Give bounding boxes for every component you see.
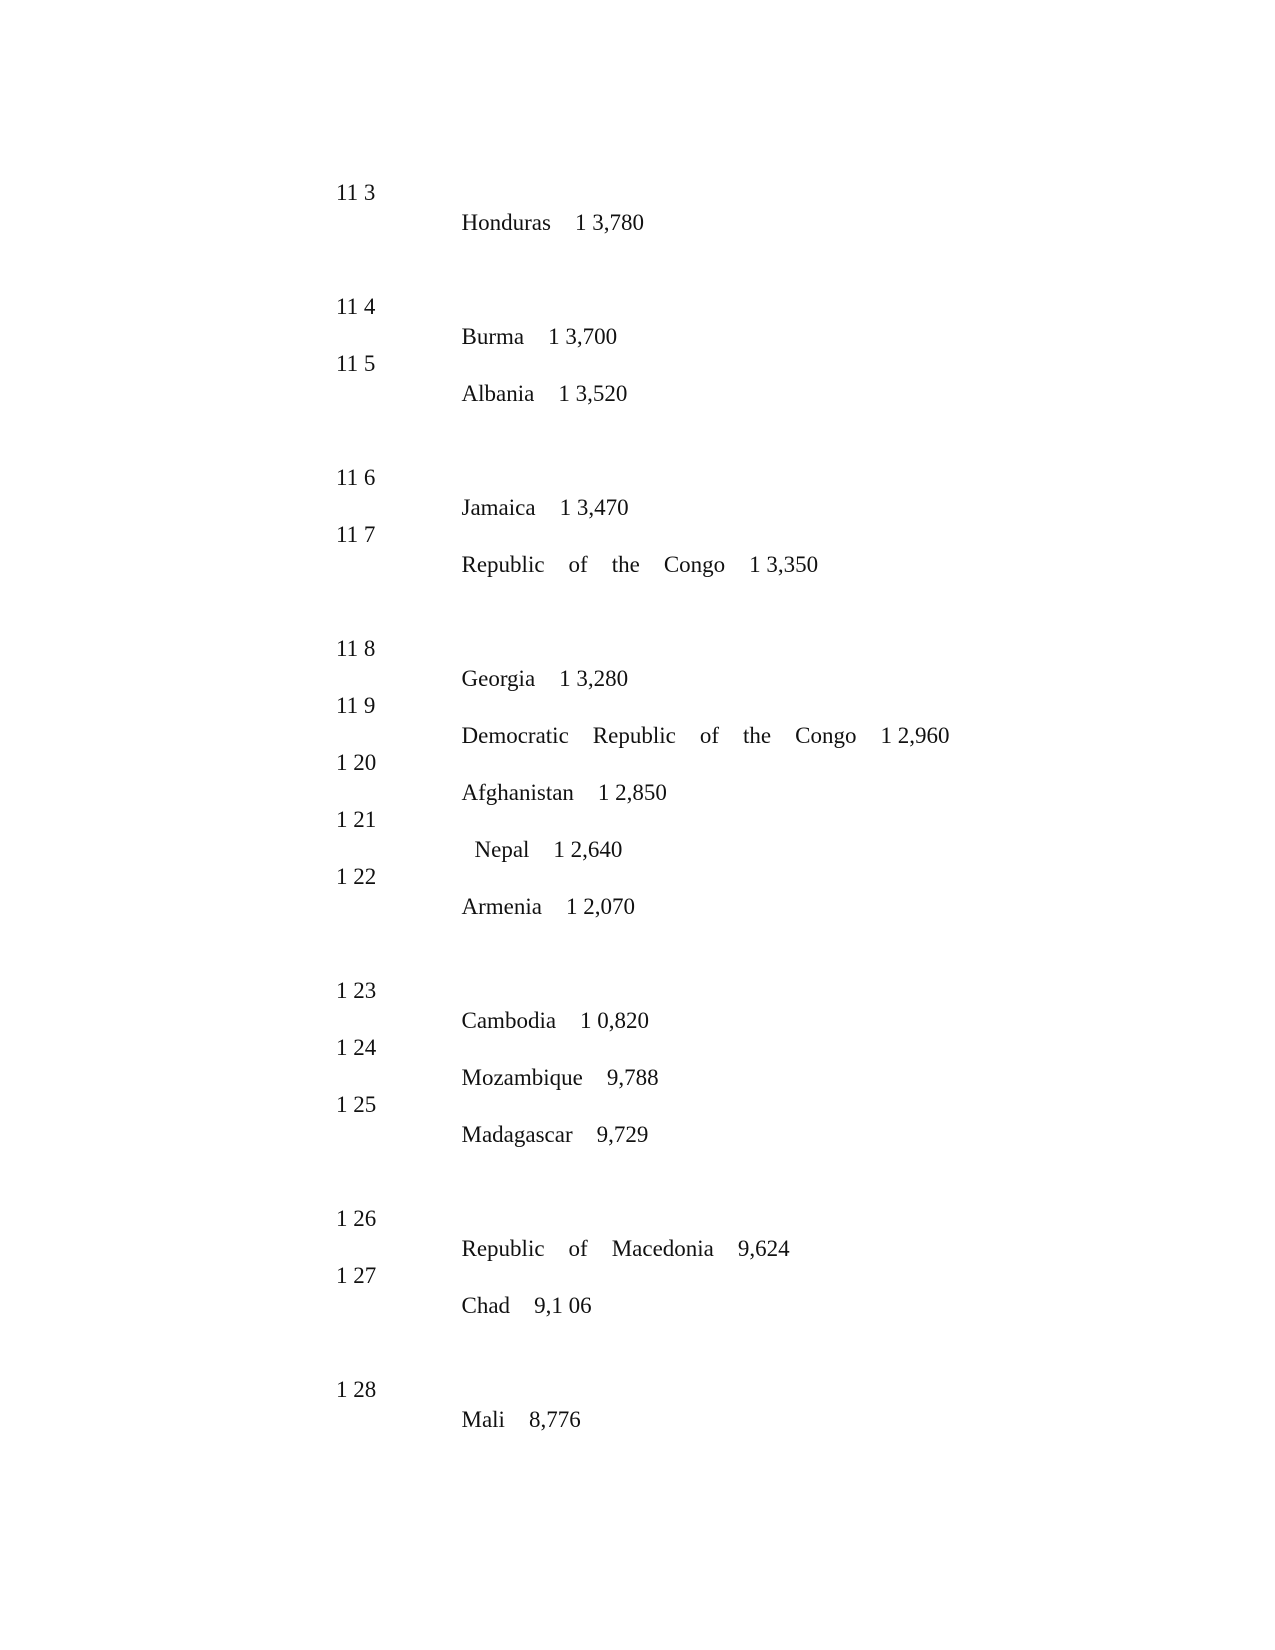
country-value: 1 0,820 [580, 1008, 650, 1033]
country-value: 1 3,470 [559, 495, 629, 520]
country-name: Jamaica [461, 495, 536, 520]
country-name-word: of [568, 552, 588, 577]
country-name-word: of [568, 1236, 588, 1261]
list-item [336, 862, 635, 919]
rank-number: 11 4 [336, 294, 376, 319]
country-value: 1 2,640 [553, 837, 623, 862]
rank-number: 1 25 [336, 1092, 377, 1117]
list-item [336, 691, 950, 748]
list-item [336, 1090, 649, 1147]
list-item [336, 1204, 790, 1261]
country-entry [427, 178, 644, 268]
rank-number: 1 23 [336, 978, 377, 1003]
country-name-word: Republic [592, 723, 676, 748]
list-item [336, 1261, 592, 1318]
country-name: Cambodia [461, 1008, 557, 1033]
rank-number: 11 9 [336, 693, 376, 718]
country-value: 1 2,960 [880, 723, 950, 748]
country-name: Honduras [461, 210, 551, 235]
country-name: Chad [461, 1293, 511, 1318]
country-entry [427, 862, 635, 952]
list-item [336, 1033, 659, 1090]
country-name: Nepal [474, 837, 530, 862]
rank-number: 1 27 [336, 1263, 377, 1288]
country-value: 9,788 [606, 1065, 659, 1090]
country-name-word: Republic [461, 552, 545, 577]
country-value: 9,729 [596, 1122, 649, 1147]
rank-number: 1 22 [336, 864, 377, 889]
country-name-word: of [699, 723, 719, 748]
rank-number: 1 28 [336, 1377, 377, 1402]
country-value: 9,624 [737, 1236, 790, 1261]
rank-number: 11 5 [336, 351, 376, 376]
country-name: Albania [461, 381, 535, 406]
list-item [336, 634, 629, 691]
country-name-word: Republic [461, 1236, 545, 1261]
rank-number: 1 26 [336, 1206, 377, 1231]
country-name-word: Democratic [461, 723, 569, 748]
country-name: Mali [461, 1407, 505, 1432]
country-name-word: Congo [663, 552, 726, 577]
list-item [336, 520, 819, 577]
country-name: Georgia [461, 666, 536, 691]
country-value: 1 3,520 [558, 381, 628, 406]
rank-number: 1 20 [336, 750, 377, 775]
country-entry [427, 520, 818, 610]
list-item [336, 292, 618, 349]
list-item [336, 976, 650, 1033]
country-value: 1 3,780 [574, 210, 644, 235]
country-value: 1 3,700 [548, 324, 618, 349]
rank-number: 11 3 [336, 180, 376, 205]
list-item [336, 748, 667, 805]
list-item [336, 805, 623, 862]
country-name-word: Congo [795, 723, 857, 748]
country-entry [427, 1375, 581, 1465]
list-item [336, 1375, 581, 1432]
country-entry [427, 1261, 592, 1351]
rank-number: 11 8 [336, 636, 376, 661]
country-value: 1 3,350 [749, 552, 819, 577]
country-value: 1 3,280 [559, 666, 629, 691]
country-name: Madagascar [461, 1122, 573, 1147]
country-name: Burma [461, 324, 525, 349]
country-value: 1 2,070 [565, 894, 635, 919]
country-name: Mozambique [461, 1065, 583, 1090]
rank-number: 11 6 [336, 465, 376, 490]
rank-number: 11 7 [336, 522, 376, 547]
country-name: Afghanistan [461, 780, 574, 805]
country-entry [427, 349, 627, 439]
country-value: 8,776 [528, 1407, 581, 1432]
country-entry [427, 1090, 648, 1180]
list-item [336, 178, 644, 235]
country-name: Armenia [461, 894, 542, 919]
rank-number: 1 21 [336, 807, 377, 832]
country-value: 9,1 06 [534, 1293, 592, 1318]
country-name-word: the [743, 723, 772, 748]
country-name-word: the [611, 552, 640, 577]
list-item [336, 463, 629, 520]
list-item [336, 349, 628, 406]
country-name-word: Macedonia [611, 1236, 714, 1261]
rank-number: 1 24 [336, 1035, 377, 1060]
country-value: 1 2,850 [597, 780, 667, 805]
